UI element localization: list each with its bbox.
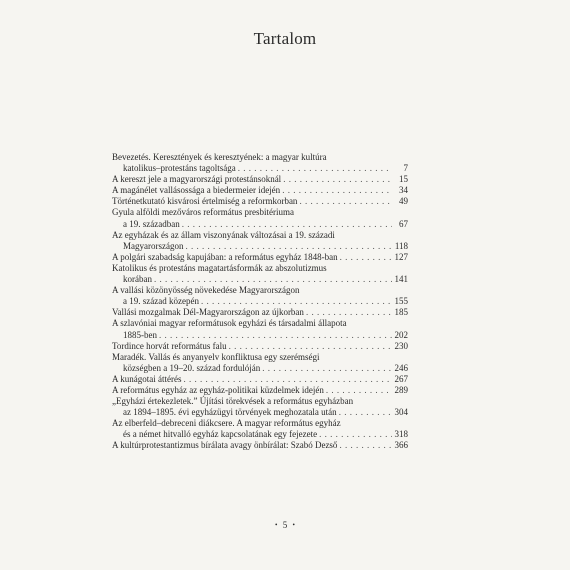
toc-page-number: 366 <box>394 440 408 451</box>
toc-entry-line <box>112 374 408 385</box>
footer-ornament-left: • <box>275 521 278 529</box>
toc-entry-line <box>112 418 408 429</box>
toc-entry-line <box>112 318 408 329</box>
toc-entry <box>112 307 408 318</box>
toc-page-number: 127 <box>394 251 408 262</box>
toc-leader-dots <box>319 429 392 440</box>
toc-entry-line <box>112 185 408 196</box>
toc-entry-title: Az egyházak és az állam viszonyának változásai a 19. századi <box>112 229 335 240</box>
toc-page-number: 246 <box>394 362 408 373</box>
toc-page-number: 155 <box>394 296 408 307</box>
toc-page-number: 230 <box>394 340 408 351</box>
toc-entry-title: a 19. században <box>123 218 180 229</box>
toc-page-number: 304 <box>394 407 408 418</box>
toc-entry-title: A kereszt jele a magyarországi protestánsoknál <box>112 174 282 185</box>
toc-page-number: 318 <box>394 429 408 440</box>
toc-entry-line <box>112 396 408 407</box>
toc-entry-title: A református egyház az egyház-politikai küzdelmek idején <box>112 384 324 395</box>
toc-leader-dots <box>339 440 392 451</box>
toc-entry-line <box>112 385 408 396</box>
toc-page-number: 267 <box>394 373 408 384</box>
page-number: 5 <box>282 520 288 530</box>
toc-entry-title: Magyarországon <box>123 240 184 251</box>
toc-entry-title: Maradék. Vallás és anyanyelv konfliktusa egy szerémségi <box>112 351 320 362</box>
toc-entry-title: katolikus–protestáns tagoltsága <box>123 163 236 174</box>
toc-entry <box>112 341 408 352</box>
toc-page-number: 141 <box>394 274 408 285</box>
toc-entry-title: Történetkutató kisvárosi értelmiség a reformkorban <box>112 196 298 207</box>
toc-entry <box>112 263 408 285</box>
toc-entry-line <box>112 219 408 230</box>
toc-page-number: 67 <box>399 218 408 229</box>
toc-page-number: 15 <box>399 174 408 185</box>
toc-entry-title: Katolikus és protestáns magatartásformák az abszolutizmus <box>112 262 327 273</box>
toc-leader-dots <box>159 330 392 341</box>
toc-entry-line <box>112 207 408 218</box>
toc-leader-dots <box>282 185 392 196</box>
toc-entry <box>112 352 408 374</box>
toc-entry-line <box>112 174 408 185</box>
toc-entry <box>112 374 408 385</box>
page-footer <box>0 520 570 530</box>
toc-entry-title: A kunágotai áttérés <box>112 373 182 384</box>
toc-page-number: 7 <box>403 163 408 174</box>
footer-ornament-right: • <box>292 521 295 529</box>
toc-entry-line <box>112 352 408 363</box>
toc-page-number: 49 <box>399 196 408 207</box>
toc-entry-line <box>112 440 408 451</box>
toc-leader-dots <box>185 241 392 252</box>
toc-entry-title: korában <box>123 274 152 285</box>
table-of-contents <box>112 152 408 452</box>
toc-entry-title: „Egyházi értekezletek.” Újítási törekvések a református egyházban <box>112 396 354 407</box>
toc-entry <box>112 207 408 229</box>
toc-entry-title: A szlavóniai magyar reformátusok egyházi és társadalmi állapota <box>112 318 347 329</box>
toc-entry-line <box>112 330 408 341</box>
toc-leader-dots <box>339 407 392 418</box>
toc-page-number: 34 <box>399 185 408 196</box>
toc-page-number: 202 <box>394 329 408 340</box>
toc-leader-dots <box>238 163 392 174</box>
toc-entry-line <box>112 196 408 207</box>
toc-leader-dots <box>262 363 392 374</box>
toc-entry <box>112 174 408 185</box>
toc-entry <box>112 252 408 263</box>
toc-entry-title: A kultúrprotestantizmus bírálata avagy önbírálat: Szabó Dezső <box>112 440 338 451</box>
toc-entry-line <box>112 274 408 285</box>
toc-entry-title: Tordince horvát református falu <box>112 340 227 351</box>
toc-leader-dots <box>229 341 392 352</box>
toc-entry <box>112 196 408 207</box>
toc-entry-title: 1885-ben <box>123 329 157 340</box>
toc-entry-line <box>112 341 408 352</box>
toc-entry-title: a 19. század közepén <box>123 296 199 307</box>
toc-page-number: 118 <box>394 240 408 251</box>
toc-entry <box>112 440 408 451</box>
toc-entry <box>112 396 408 418</box>
toc-entry-line <box>112 363 408 374</box>
toc-entry-line <box>112 429 408 440</box>
toc-entry-title: községben a 19–20. század fordulóján <box>123 362 261 373</box>
toc-leader-dots <box>183 374 392 385</box>
toc-entry-line <box>112 152 408 163</box>
toc-leader-dots <box>283 174 392 185</box>
toc-entry <box>112 318 408 340</box>
toc-entry-line <box>112 163 408 174</box>
toc-entry-line <box>112 252 408 263</box>
page-title: Tartalom <box>253 29 317 48</box>
toc-leader-dots <box>326 385 392 396</box>
toc-entry <box>112 152 408 174</box>
toc-entry <box>112 385 408 396</box>
toc-entry-title: az 1894–1895. évi egyházügyi törvények meghozatala után <box>123 407 337 418</box>
toc-entry-title: és a német hitvalló egyház kapcsolatának egy fejezete <box>123 429 318 440</box>
toc-entry-title: Gyula alföldi mezőváros református presbitériuma <box>112 207 294 218</box>
toc-entry-title: Az elberfeld–debreceni diákcsere. A magyar református egyház <box>112 418 341 429</box>
toc-entry-title: A polgári szabadság kapujában: a református egyház 1848-ban <box>112 251 338 262</box>
toc-entry-line <box>112 263 408 274</box>
toc-page-number: 185 <box>394 307 408 318</box>
toc-page-number: 289 <box>394 384 408 395</box>
toc-entry-title: A vallási közönyösség növekedése Magyarországon <box>112 285 300 296</box>
toc-entry <box>112 418 408 440</box>
toc-leader-dots <box>182 219 392 230</box>
toc-entry-line <box>112 241 408 252</box>
toc-leader-dots <box>154 274 392 285</box>
toc-entry-title: A magánélet vallásossága a biedermeier idején <box>112 185 281 196</box>
toc-entry-line <box>112 296 408 307</box>
toc-leader-dots <box>340 252 392 263</box>
toc-entry <box>112 285 408 307</box>
toc-entry <box>112 230 408 252</box>
toc-leader-dots <box>201 296 392 307</box>
toc-entry-line <box>112 285 408 296</box>
toc-entry-title: Bevezetés. Keresztények és keresztyének: a magyar kultúra <box>112 152 327 162</box>
toc-entry-line <box>112 307 408 318</box>
toc-entry-line <box>112 407 408 418</box>
toc-entry <box>112 185 408 196</box>
toc-leader-dots <box>299 196 392 207</box>
toc-leader-dots <box>306 307 392 318</box>
toc-entry-line <box>112 230 408 241</box>
toc-entry-title: Vallási mozgalmak Dél-Magyarországon az újkorban <box>112 307 304 318</box>
